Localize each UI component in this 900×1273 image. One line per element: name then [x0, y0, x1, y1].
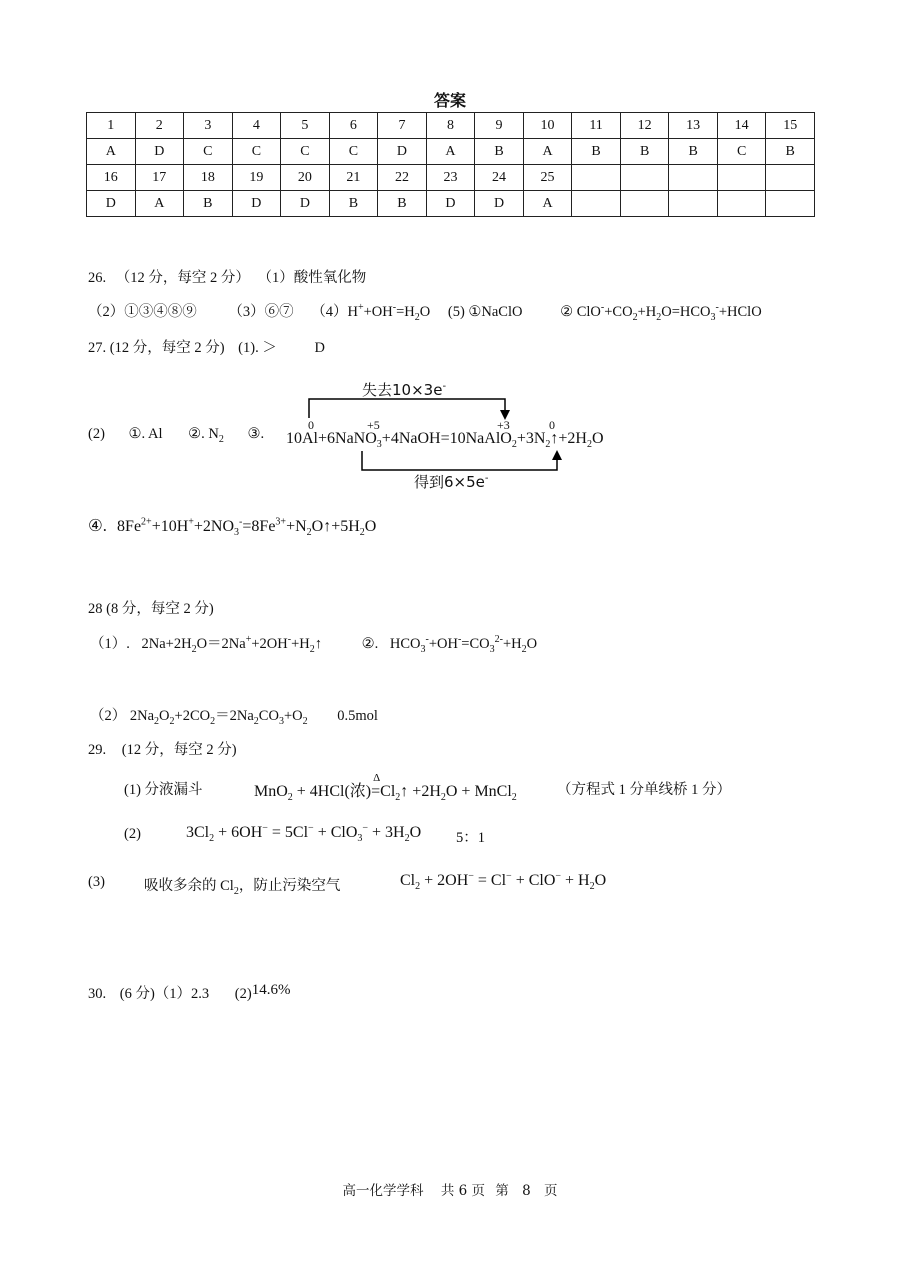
q29-header [88, 738, 237, 759]
q27-line4 [88, 516, 377, 539]
footer-page-number: 8 [522, 1183, 531, 1199]
answer-table-cell: 11 [572, 113, 621, 139]
q26-answer-1: （1）酸性氧化物 [257, 270, 367, 286]
q28-answer-2-label: （2） [90, 708, 127, 724]
q30-answer-1: (6 分)（1）2.3 [119, 986, 210, 1002]
q26-answer-3: （3）⑥⑦ [228, 304, 294, 320]
answer-table-cell: A [87, 139, 136, 165]
q27-answer-2c-label: ③. [247, 426, 265, 442]
q29-answer-1a: (1) 分液漏斗 [124, 782, 203, 798]
answer-table-cell: 4 [232, 113, 281, 139]
answer-table-cell: 17 [135, 165, 184, 191]
answer-table-cell: C [232, 139, 281, 165]
q28-header: 28 (8 分，每空 2 分) [88, 601, 214, 617]
footer-page-label: 第 [495, 1183, 509, 1199]
answer-table-cell: 20 [281, 165, 330, 191]
answer-table-cell: 13 [669, 113, 718, 139]
q28-answer-1-equation: $2Na+2H_2O=2Na^++2OH^-+H_2↑$ [141, 634, 322, 655]
q27-answer-4-equation: $8Fe^{2+}+10H^++2NO_3^-=8Fe^{3+}+N_2O↑+5H_2O$ [117, 516, 377, 539]
q27-answer-2b: ②. $N_2$ [188, 426, 224, 445]
answer-table-cell: A [135, 191, 184, 217]
footer-total-pages: 共 6 页 [440, 1183, 485, 1199]
answer-table-cell: 3 [184, 113, 233, 139]
answer-table-cell: A [523, 191, 572, 217]
footer-subject: 高一化学学科 [342, 1183, 424, 1199]
q28-answer-1b-equation: $HCO_3^-+OH^-=CO_3^{2-}+H_2O$ [389, 634, 538, 655]
q29-number: 29. [88, 742, 107, 758]
oxidation-state-al-product: +3 [497, 418, 510, 432]
q26-answer-5b: ② $ClO^-+CO_2+H_2O=HCO_3^-+HClO$ [560, 302, 762, 323]
answer-table-cell: 16 [87, 165, 136, 191]
answer-table-cell: B [766, 139, 815, 165]
answer-table-cell: 18 [184, 165, 233, 191]
answer-table-cell: B [620, 139, 669, 165]
answer-table-cell: 19 [232, 165, 281, 191]
q28-answer-2b: 0.5mol [337, 708, 378, 724]
answer-table-cell: D [281, 191, 330, 217]
q27-answer-4-label: ④. [88, 516, 107, 535]
answer-table-cell: 24 [475, 165, 524, 191]
answer-table-cell: 2 [135, 113, 184, 139]
gain-electron-label: 得到6×5e- [414, 473, 489, 491]
answer-table-cell: 7 [378, 113, 427, 139]
answer-table-cell: A [523, 139, 572, 165]
oxidation-state-al: 0 [308, 418, 314, 432]
q29-scoring-note: （方程式 1 分单线桥 1 分） [557, 782, 731, 798]
q28-line2 [90, 704, 378, 725]
answer-table-cell: B [669, 139, 718, 165]
q29-answer-3-text: 吸收多余的 $Cl_2$，防止污染空气 [144, 878, 341, 897]
answer-table-cell: 12 [620, 113, 669, 139]
answer-table-cell: D [87, 191, 136, 217]
q27-header: 27. (12 分，每空 2 分) [88, 340, 225, 356]
q26-answer-2: （2）①③④⑧⑨ [88, 304, 197, 320]
electron-bridge-diagram [0, 0, 900, 500]
answer-table-cell: B [572, 139, 621, 165]
q29-answer-2-label: (2) [124, 826, 141, 842]
q29-answer-2-ratio: 5：1 [456, 830, 485, 846]
answer-table-cell: A [426, 139, 475, 165]
answer-table-cell: C [281, 139, 330, 165]
q29-answer-1-equation: MnO$_2$ + 4HCl(浓) Δ $=Cl_2↑ +2H_2O$ + MnCl$_2$ [254, 772, 517, 804]
answer-table-cell: C [717, 139, 766, 165]
lose-electron-label: 失去10×3e- [362, 381, 447, 399]
q29-answer-3-label: (3) [88, 874, 105, 890]
answer-table-cell: B [378, 191, 427, 217]
q26-answer-4: $(4)H^++OH^-=H_2O$ [311, 302, 431, 323]
gain-electron-bracket [362, 451, 557, 470]
q26-score: （12 分，每空 2 分） [115, 270, 250, 286]
answer-table-cell: 25 [523, 165, 572, 191]
answer-table-cell: 21 [329, 165, 378, 191]
lose-electron-bracket [309, 399, 505, 418]
answer-table-cell: B [329, 191, 378, 217]
q28-answer-1-label: （1）. [90, 636, 130, 652]
page-footer [0, 1179, 900, 1199]
q27-part2-label: (2) [88, 426, 105, 442]
oxidation-state-n-product: 0 [549, 418, 555, 432]
answer-table-cell: 22 [378, 165, 427, 191]
q28-answer-1b-label: ②. [361, 636, 379, 652]
q27-answer-1a: (1). ＞ [238, 340, 277, 356]
q27-answer-1b: D [314, 340, 325, 356]
answer-table-cell: D [378, 139, 427, 165]
q30-answer-2-label: (2) [234, 986, 252, 1002]
q26-number: 26. [88, 270, 107, 286]
oxidation-state-n: +5 [367, 418, 380, 432]
answer-table-cell: 10 [523, 113, 572, 139]
answer-table-cell: B [184, 191, 233, 217]
q27-line2 [88, 426, 264, 443]
q29-answer-3-equation: $Cl_2 + 2OH^- = Cl^- + ClO^- + H_2O$ [400, 870, 607, 893]
q27-redox-equation: $10Al+6NaNO_3+4NaOH=10NaAlO_2+3N_2↑+2H_2O$ [286, 430, 604, 451]
page-title: 答案 [433, 91, 466, 110]
q28-line1 [90, 632, 537, 653]
answer-table-cell: 23 [426, 165, 475, 191]
answer-table-cell: 1 [87, 113, 136, 139]
answer-table-cell: C [329, 139, 378, 165]
answer-table-cell: 15 [766, 113, 815, 139]
answer-table-cell: B [475, 139, 524, 165]
q28-answer-2-equation: $2Na_2O_2+2CO_2=2Na_2CO_3+O_2$ [129, 708, 308, 727]
gain-arrow-head [552, 450, 562, 460]
q30-number: 30. [88, 986, 107, 1002]
q30-answer-2-value: 14.6% [251, 982, 291, 998]
answer-table-cell: D [232, 191, 281, 217]
answer-table-cell: C [184, 139, 233, 165]
answer-table-cell: 8 [426, 113, 475, 139]
answer-table-cell: 14 [717, 113, 766, 139]
footer-page-unit: 页 [543, 1183, 558, 1199]
q30-line [88, 982, 290, 1003]
answer-table-cell: D [475, 191, 524, 217]
q29-answer-2-equation: $3Cl_2 + 6OH^- = 5Cl^- + ClO_3^- + 3H_2O$ [186, 822, 422, 845]
answer-table-cell: 9 [475, 113, 524, 139]
answer-table-cell: 5 [281, 113, 330, 139]
q29-score: (12 分，每空 2 分) [121, 742, 237, 758]
q27-answer-2a: ①. Al [128, 426, 163, 442]
answer-table-cell: D [426, 191, 475, 217]
q26-answer-5a: (5) ①NaClO [447, 304, 523, 320]
answer-table-cell: D [135, 139, 184, 165]
answer-table-cell: 6 [329, 113, 378, 139]
